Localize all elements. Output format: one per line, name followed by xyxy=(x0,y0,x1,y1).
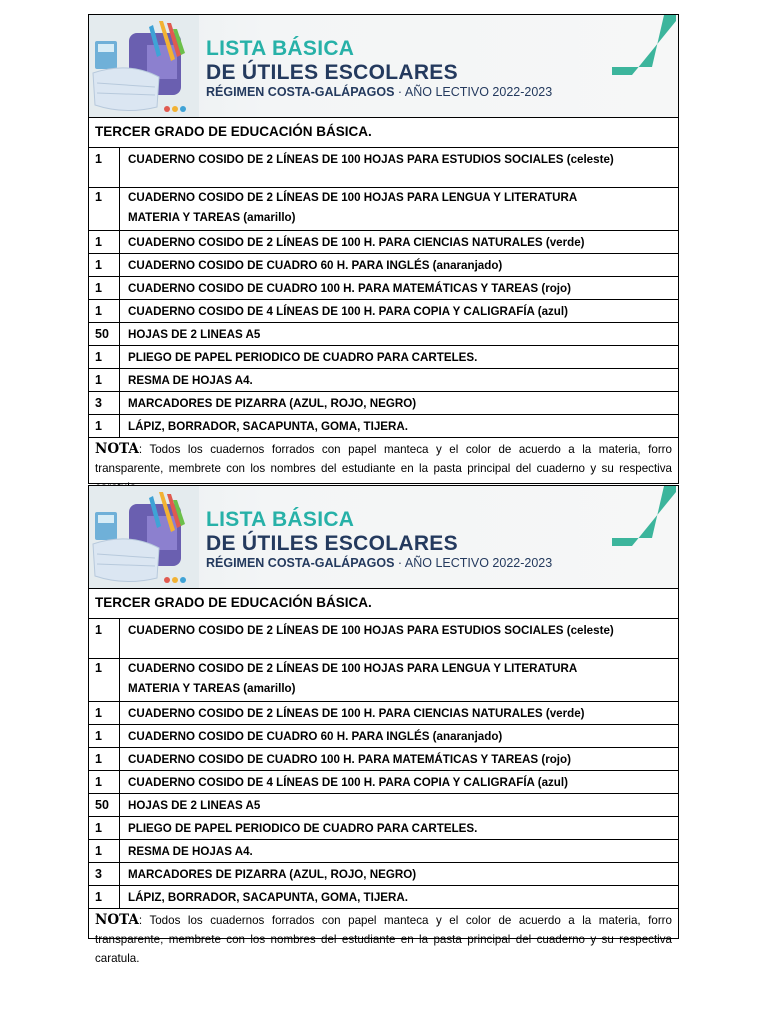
qty-cell: 1 xyxy=(89,701,120,724)
desc-cell: RESMA DE HOJAS A4. xyxy=(120,839,679,862)
banner-regime: RÉGIMEN COSTA-GALÁPAGOS xyxy=(206,556,395,570)
table-row xyxy=(89,701,678,724)
qty-cell: 1 xyxy=(89,658,120,701)
checkmark-logo-icon xyxy=(612,486,678,546)
qty-cell: 1 xyxy=(89,253,120,276)
table-row xyxy=(89,299,678,322)
banner-title-line2: DE ÚTILES ESCOLARES xyxy=(206,61,458,84)
note-colon: : xyxy=(138,913,143,927)
school-supplies-icon xyxy=(89,486,199,588)
qty-cell: 1 xyxy=(89,747,120,770)
table-row xyxy=(89,148,678,187)
note-label: NOTA xyxy=(95,911,139,928)
supply-table xyxy=(89,619,678,909)
desc-line: MATERIA Y TAREAS (amarillo) xyxy=(128,681,296,695)
banner xyxy=(89,486,678,589)
desc-cell: LÁPIZ, BORRADOR, SACAPUNTA, GOMA, TIJERA. xyxy=(120,885,679,908)
school-supplies-icon xyxy=(89,15,199,117)
qty-cell: 1 xyxy=(89,885,120,908)
desc-cell: CUADERNO COSIDO DE CUADRO 60 H. PARA INGLÉS (anaranjado) xyxy=(120,253,679,276)
table-row xyxy=(89,230,678,253)
table-row xyxy=(89,345,678,368)
qty-cell: 1 xyxy=(89,299,120,322)
desc-line: CUADERNO COSIDO DE 2 LÍNEAS DE 100 HOJAS PARA LENGUA Y LITERATURA xyxy=(128,190,578,204)
qty-cell: 1 xyxy=(89,839,120,862)
desc-cell: CUADERNO COSIDO DE 4 LÍNEAS DE 100 H. PARA COPIA Y CALIGRAFÍA (azul) xyxy=(120,299,679,322)
desc-cell xyxy=(120,658,679,701)
banner-subtitle xyxy=(206,85,552,99)
qty-cell: 1 xyxy=(89,276,120,299)
supply-list-sheet-1 xyxy=(88,14,679,484)
qty-cell: 1 xyxy=(89,414,120,437)
desc-cell: PLIEGO DE PAPEL PERIODICO DE CUADRO PARA CARTELES. xyxy=(120,816,679,839)
qty-cell: 50 xyxy=(89,793,120,816)
desc-line: CUADERNO COSIDO DE 2 LÍNEAS DE 100 HOJAS PARA LENGUA Y LITERATURA xyxy=(128,661,578,675)
desc-cell: PLIEGO DE PAPEL PERIODICO DE CUADRO PARA CARTELES. xyxy=(120,345,679,368)
qty-cell: 1 xyxy=(89,770,120,793)
desc-line: MATERIA Y TAREAS (amarillo) xyxy=(128,210,296,224)
qty-cell: 1 xyxy=(89,230,120,253)
qty-cell: 3 xyxy=(89,862,120,885)
desc-cell: CUADERNO COSIDO DE 2 LÍNEAS DE 100 H. PARA CIENCIAS NATURALES (verde) xyxy=(120,701,679,724)
qty-cell: 1 xyxy=(89,724,120,747)
table-row xyxy=(89,747,678,770)
table-row xyxy=(89,862,678,885)
desc-cell: CUADERNO COSIDO DE CUADRO 60 H. PARA INGLÉS (anaranjado) xyxy=(120,724,679,747)
desc-cell: CUADERNO COSIDO DE 2 LÍNEAS DE 100 H. PARA CIENCIAS NATURALES (verde) xyxy=(120,230,679,253)
desc-cell: MARCADORES DE PIZARRA (AZUL, ROJO, NEGRO) xyxy=(120,862,679,885)
table-row xyxy=(89,391,678,414)
qty-cell: 1 xyxy=(89,187,120,230)
table-row xyxy=(89,187,678,230)
banner-year: AÑO LECTIVO 2022-2023 xyxy=(404,556,553,570)
table-row xyxy=(89,414,678,437)
qty-cell: 1 xyxy=(89,619,120,658)
table-row xyxy=(89,276,678,299)
desc-cell: CUADERNO COSIDO DE CUADRO 100 H. PARA MATEMÁTICAS Y TAREAS (rojo) xyxy=(120,276,679,299)
table-row xyxy=(89,816,678,839)
qty-cell: 1 xyxy=(89,148,120,187)
desc-cell: RESMA DE HOJAS A4. xyxy=(120,368,679,391)
banner-title-line2: DE ÚTILES ESCOLARES xyxy=(206,532,458,555)
table-row xyxy=(89,322,678,345)
note-paragraph xyxy=(89,909,678,968)
supply-table xyxy=(89,148,678,438)
checkmark-logo-icon xyxy=(612,15,678,75)
qty-cell: 1 xyxy=(89,816,120,839)
banner-separator: · xyxy=(397,556,403,570)
banner xyxy=(89,15,678,118)
banner-subtitle xyxy=(206,556,552,570)
note-label: NOTA xyxy=(95,440,139,457)
desc-cell: CUADERNO COSIDO DE 2 LÍNEAS DE 100 HOJAS PARA ESTUDIOS SOCIALES (celeste) xyxy=(120,619,679,658)
desc-cell: HOJAS DE 2 LINEAS A5 xyxy=(120,322,679,345)
qty-cell: 3 xyxy=(89,391,120,414)
table-row xyxy=(89,724,678,747)
table-row xyxy=(89,839,678,862)
table-row xyxy=(89,885,678,908)
table-row xyxy=(89,619,678,658)
table-row xyxy=(89,368,678,391)
desc-cell: HOJAS DE 2 LINEAS A5 xyxy=(120,793,679,816)
qty-cell: 1 xyxy=(89,368,120,391)
supply-list-sheet-2 xyxy=(88,485,679,965)
banner-title-line1: LISTA BÁSICA xyxy=(206,508,355,531)
desc-cell xyxy=(120,187,679,230)
grade-title: TERCER GRADO DE EDUCACIÓN BÁSICA. xyxy=(89,118,678,148)
desc-cell: CUADERNO COSIDO DE CUADRO 100 H. PARA MATEMÁTICAS Y TAREAS (rojo) xyxy=(120,747,679,770)
desc-cell: CUADERNO COSIDO DE 2 LÍNEAS DE 100 HOJAS PARA ESTUDIOS SOCIALES (celeste) xyxy=(120,148,679,187)
banner-title-line1: LISTA BÁSICA xyxy=(206,37,355,60)
table-row xyxy=(89,770,678,793)
note-colon: : xyxy=(138,442,143,456)
table-row xyxy=(89,793,678,816)
note-text: Todos los cuadernos forrados con papel manteca y el color de acuerdo a la materia, forro transparente, membrete con los nombres del estudiante en la pasta principal del cuaderno y su respectiva xyxy=(95,442,672,475)
banner-year: AÑO LECTIVO 2022-2023 xyxy=(404,85,553,99)
desc-cell: CUADERNO COSIDO DE 4 LÍNEAS DE 100 H. PARA COPIA Y CALIGRAFÍA (azul) xyxy=(120,770,679,793)
grade-title: TERCER GRADO DE EDUCACIÓN BÁSICA. xyxy=(89,589,678,619)
table-row xyxy=(89,253,678,276)
note-text: Todos los cuadernos forrados con papel manteca y el color de acuerdo a la materia, forro transparente, membrete con los nombres del estudiante en la pasta principal del cuaderno y su respectiva caratula. xyxy=(95,913,672,965)
banner-separator: · xyxy=(397,85,403,99)
qty-cell: 50 xyxy=(89,322,120,345)
table-row xyxy=(89,658,678,701)
desc-cell: MARCADORES DE PIZARRA (AZUL, ROJO, NEGRO) xyxy=(120,391,679,414)
desc-cell: LÁPIZ, BORRADOR, SACAPUNTA, GOMA, TIJERA. xyxy=(120,414,679,437)
banner-regime: RÉGIMEN COSTA-GALÁPAGOS xyxy=(206,85,395,99)
qty-cell: 1 xyxy=(89,345,120,368)
